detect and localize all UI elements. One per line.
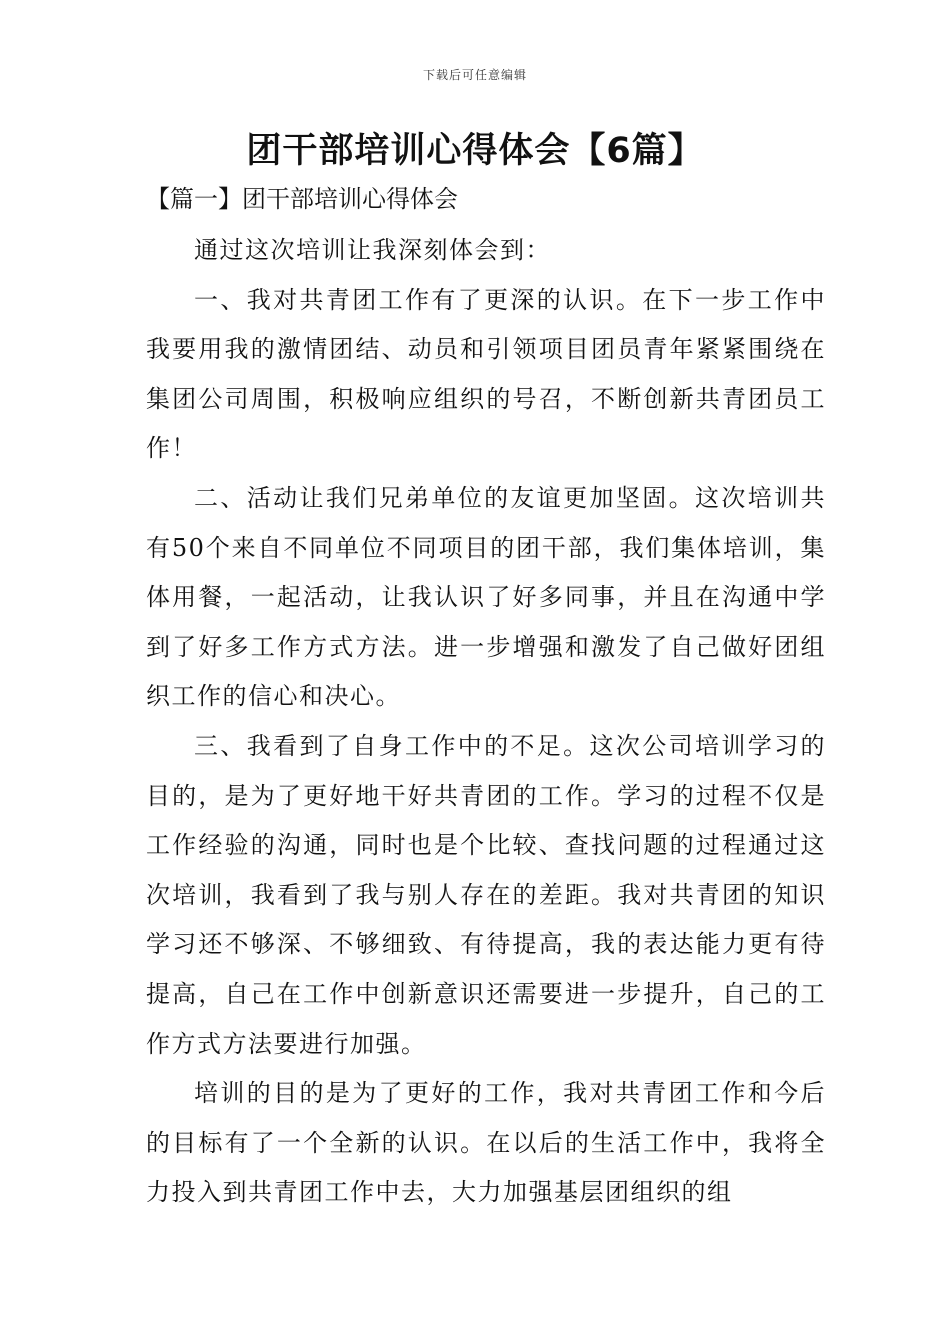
paragraph-point-two: 二、活动让我们兄弟单位的友谊更加坚固。这次培训共有50个来自不同单位不同项目的团干部，我们集体培训，集体用餐，一起活动，让我认识了好多同事，并且在沟通中学到了好多工作方式方法。进一步增强和激发了自己做好团组织工作的信心和决心。 xyxy=(146,483,826,711)
header-note: 下载后可任意编辑 xyxy=(422,68,527,82)
section-heading: 【篇一】团干部培训心得体会 xyxy=(146,185,458,213)
paragraph-intro: 通过这次培训让我深刻体会到： xyxy=(194,236,551,264)
paragraph-point-one: 一、我对共青团工作有了更深的认识。在下一步工作中我要用我的激情团结、动员和引领项目团员青年紧紧围绕在集团公司周围，积极响应组织的号召，不断创新共青团员工作！ xyxy=(146,285,826,463)
body-text xyxy=(146,226,826,1218)
page-title: 团干部培训心得体会【6篇】 xyxy=(246,131,704,171)
paragraph-conclusion: 培训的目的是为了更好的工作，我对共青团工作和今后的目标有了一个全新的认识。在以后的生活工作中，我将全力投入到共青团工作中去，大力加强基层团组织的组 xyxy=(146,1079,826,1207)
paragraph-point-three: 三、我看到了自身工作中的不足。这次公司培训学习的目的，是为了更好地干好共青团的工作。学习的过程不仅是工作经验的沟通，同时也是个比较、查找问题的过程通过这次培训，我看到了我与别人存在的差距。我对共青团的知识学习还不够深、不够细致、有待提高，我的表达能力更有待提高，自己在工作中创新意识还需要进一步提升，自己的工作方式方法要进行加强。 xyxy=(146,731,826,1058)
